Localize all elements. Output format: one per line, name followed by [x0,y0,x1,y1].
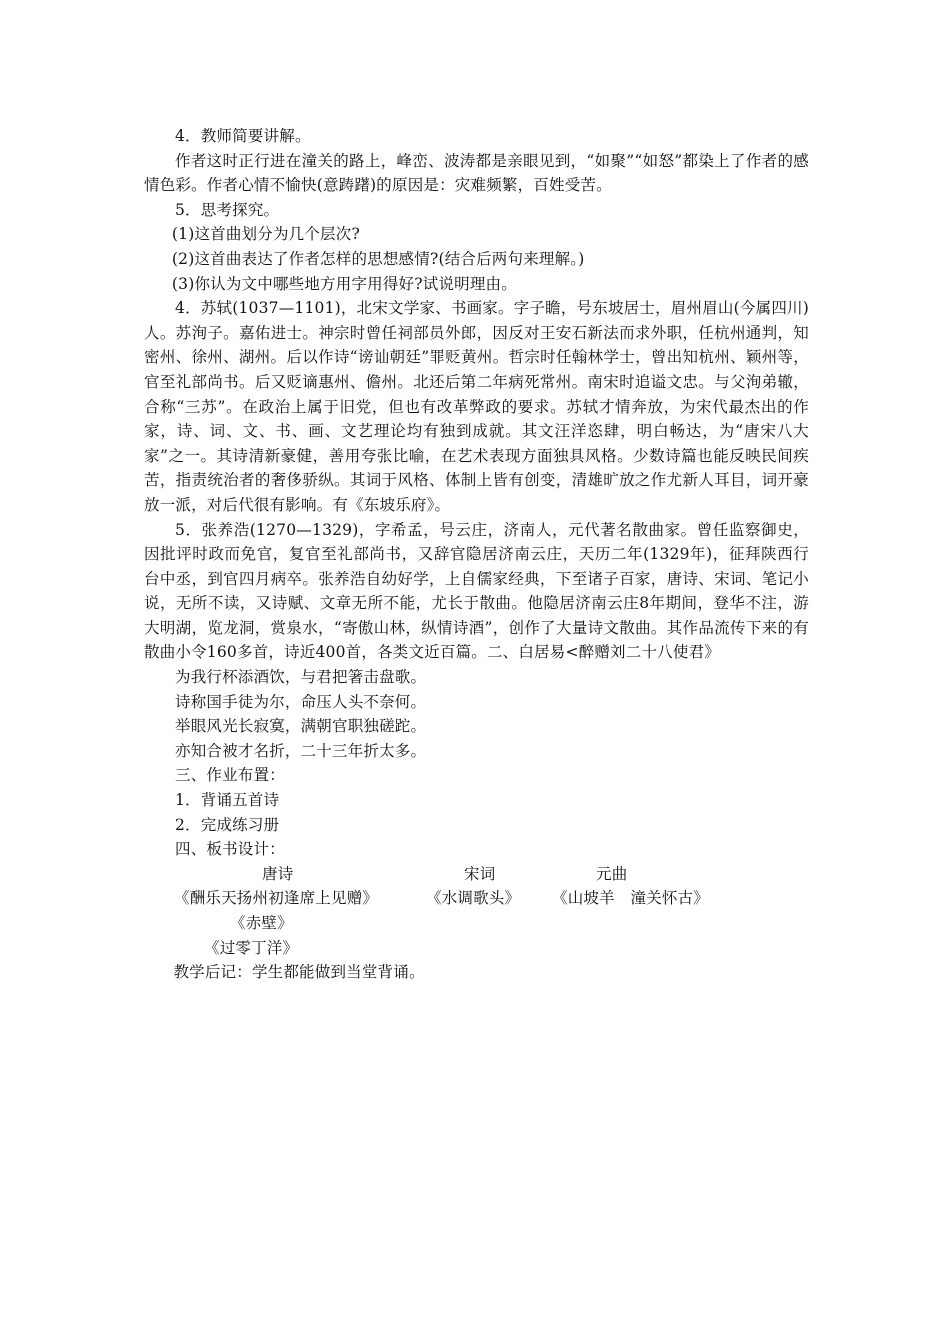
board-work-yuan: 《山坡羊 潼关怀古》 [552,889,710,908]
question-3: (3)你认为文中哪些地方用字用得好?试说明理由。 [171,274,517,293]
homework-heading: 三、作业布置： [175,766,285,785]
board-work-lingdingyang: 《过零丁洋》 [204,938,299,957]
teaching-afterword: 教学后记：学生都能做到当堂背诵。 [173,963,425,982]
board-work-song: 《水调歌头》 [426,889,521,908]
poem-line-4: 亦知合被才名折，二十三年折太多。 [175,741,427,760]
su-shi-bio: 4．苏轼(1037—1101)，北宋文学家、书画家。字子瞻，号东坡居士，眉州眉山(今属四川)人。苏洵子。嘉佑进士。神宗时曾任祠部员外郎，因反对王安石新法而求外职，任杭州通判，知密州、徐州、湖州。后以作诗“谤讪朝廷”罪贬黄州。哲宗时任翰林学士，曾出知杭州、颖州等，官至礼部尚书。后又贬谪惠州、儋州。北还后第二年病死常州。南宋时追谥文忠。与父洵弟辙，合称“三苏”。在政治上属于旧党，但也有改革弊政的要求。苏轼才情奔放，为宋代最杰出的作家，诗、词、文、书、画、文艺理论均有独到成就。其文汪洋恣肆，明白畅达，为“唐宋八大家”之一。其诗清新豪健，善用夸张比喻，在艺术表现方面独具风格。少数诗篇也能反映民间疾苦，指责统治者的奢侈骄纵。其词于风格、体制上皆有创变，清雄旷放之作尤新人耳目，词开豪放一派，对后代很有影响。有《东坡乐府》。 [144,299,809,514]
question-2: (2)这首曲表达了作者怎样的思想感情?(结合后两句来理解。) [171,249,585,268]
board-work-tang: 《酬乐天扬州初逢席上见赠》 [174,889,379,908]
board-row-2 [144,911,809,936]
board-header-song-ci: 宋词 [464,864,496,883]
step-4-heading: 4．教师简要讲解。 [175,127,311,145]
poem-line-1: 为我行杯添酒饮，与君把箸击盘歌。 [175,668,427,687]
poem-line-2: 诗称国手徒为尔，命压人头不奈何。 [175,692,427,711]
board-row-3 [144,936,809,961]
step-5-heading: 5．思考探究。 [175,200,280,219]
board-works-row [144,886,809,911]
poem-line-3: 举眼风光长寂寞，满朝官职独磋跎。 [175,717,427,736]
board-header-row [144,862,809,887]
homework-item-1: 1．背诵五首诗 [175,791,280,810]
board-design-heading: 四、板书设计： [175,840,285,859]
explanation-paragraph: 作者这时正行进在潼关的路上，峰峦、波涛都是亲眼见到，“如聚”“如怒”都染上了作者的感情色彩。作者心情不愉快(意踌躇)的原因是：灾难频繁，百姓受苦。 [144,151,809,195]
board-header-tang-poetry: 唐诗 [262,864,294,883]
zhang-yanghao-bio: 5．张养浩(1270—1329)，字希孟，号云庄，济南人，元代著名散曲家。曾任监察御史，因批评时政而免官，复官至礼部尚书，又辞官隐居济南云庄，天历二年(1329年)，征拜陕西行台中丞，到官四月病卒。张养浩自幼好学，上自儒家经典，下至诸子百家，唐诗、宋词、笔记小说，无所不读，又诗赋、文章无所不能，尤长于散曲。他隐居济南云庄8年期间，登华不注，游大明湖，览龙洞，赏泉水，“寄傲山林，纵情诗酒”，创作了大量诗文散曲。其作品流传下来的有散曲小令160多首，诗近400首，各类文近百篇。二、白居易<醉赠刘二十八使君》 [144,520,809,662]
board-work-chibi: 《赤壁》 [230,914,293,932]
document-body [144,124,809,985]
board-header-yuan-qu: 元曲 [596,864,628,883]
homework-item-2: 2．完成练习册 [175,815,280,834]
question-1: (1)这首曲划分为几个层次? [171,225,360,244]
